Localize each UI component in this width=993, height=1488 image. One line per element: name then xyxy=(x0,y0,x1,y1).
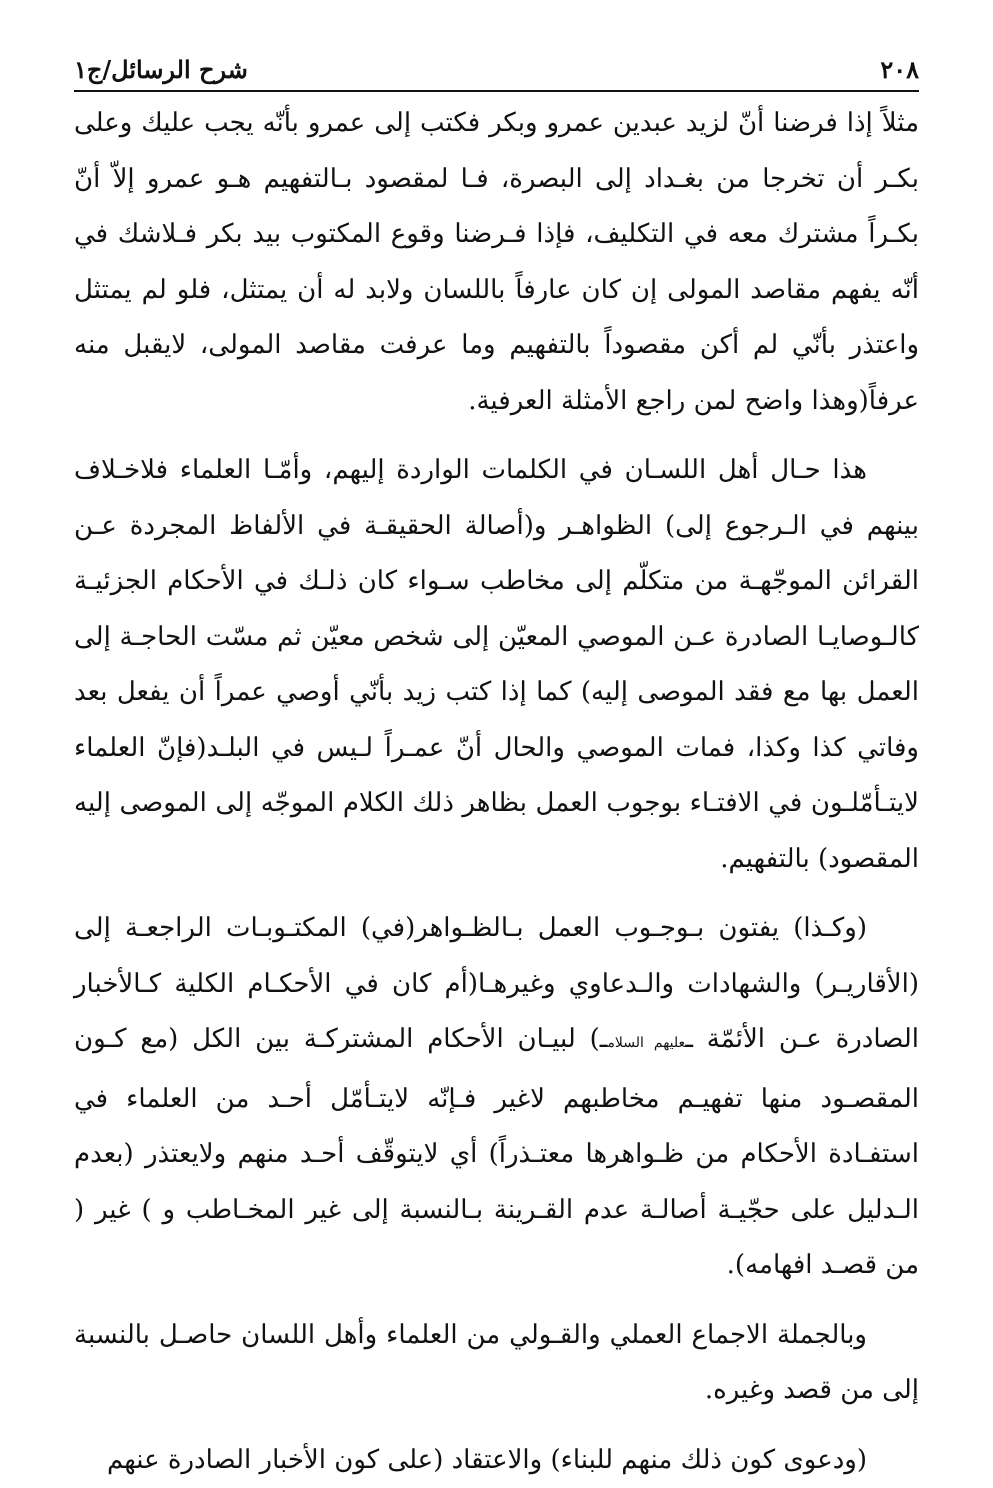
paragraph-text: ـ) لبيـان الأحكام المشتركـة بين الكل (مع كـون المقصـود منها تفهيـم مخاطبهم لاغير فـإنّه لايتـأمّل أحـد من العلماء في استفـادة الأحكام من ظـواهرها معتـذراً) أي لايتوقّف أحـد منهم ولايعتذر (بعدم الـدليل على حجّيـة أصالـة عدم القـرينة بـالنسبة إلى غير المخـاطب و ) غير ( من قصـد افهامه). xyxy=(74,1024,919,1280)
paragraph: وبالجملة الاجماع العملي والقـولي من العلماء وأهل اللسان حاصـل بالنسبة إلى من قصد وغيره. xyxy=(74,1308,919,1419)
paragraph: مثلاً إذا فرضنا أنّ لزيد عبدين عمرو وبكر فكتب إلى عمرو بأنّه يجب عليك وعلى بكـر أن تخرجا من بغـداد إلى البصرة، فـا لمقصود بـالتفهيم هـو عمرو إلاّ أنّ بكـراً مشترك معه في التكليف، فإذا فـرضنا وقوع المكتوب بيد بكر فـلاشك في أنّه يفهم مقاصد المولى إن كان عارفاً باللسان ولابد له أن يمتثل، فلو لم يمتثل واعتذر بأنّي لم أكن مقصوداً بالتفهيم وما عرفت مقاصد المولى، لايقبل منه عرفاً(وهذا واضح لمن راجع الأمثلة العرفية. xyxy=(74,96,919,429)
page-number: ٢٠٨ xyxy=(880,55,919,84)
paragraph: هذا حـال أهل اللسـان في الكلمات الواردة إليهم، وأمّـا العلماء فلاخـلاف بينهم في الـرجوع إلى) الظواهـر و(أصالة الحقيقـة في الألفاظ المجردة عـن القرائن الموجّهـة من متكلّم إلى مخاطب سـواء كان ذلـك في الأحكام الجزئيـة كالـوصايـا الصادرة عـن الموصي المعيّن إلى شخص معيّن ثم مسّت الحاجـة إلى العمل بها مع فقد الموصى إليه) كما إذا كتب زيد بأنّي أوصي عمراً أن يفعل بعد وفاتي كذا وكذا، فمات الموصي والحال أنّ عمـراً لـيس في البلـد(فإنّ العلماء لايتـأمّلـون في الافتـاء بوجوب العمل بظاهر ذلك الكلام الموجّه إلى الموصى إليه المقصود) بالتفهيم. xyxy=(74,443,919,887)
paragraph: (ودعوى كون ذلك منهم للبناء) والاعتقاد (على كون الأخبار الصادرة عنهم xyxy=(74,1433,919,1488)
body-text xyxy=(74,96,919,1488)
running-title: شرح الرسائل/ج١ xyxy=(74,55,248,84)
running-header xyxy=(74,44,919,92)
paragraph-text: (وكـذا) يفتون بـوجـوب العمل بـالظـواهر(في) المكتـوبـات الراجعـة إلى (الأقاريـر) والشهادات والـدعاوي وغيرهـا(أم كان في الأحكـام الكلية كـالأخبار الصادرة عـن الأئمّة ـ xyxy=(74,913,919,1054)
honorific-formula: عليهم السلام xyxy=(607,1035,685,1051)
paragraph xyxy=(74,901,919,1294)
